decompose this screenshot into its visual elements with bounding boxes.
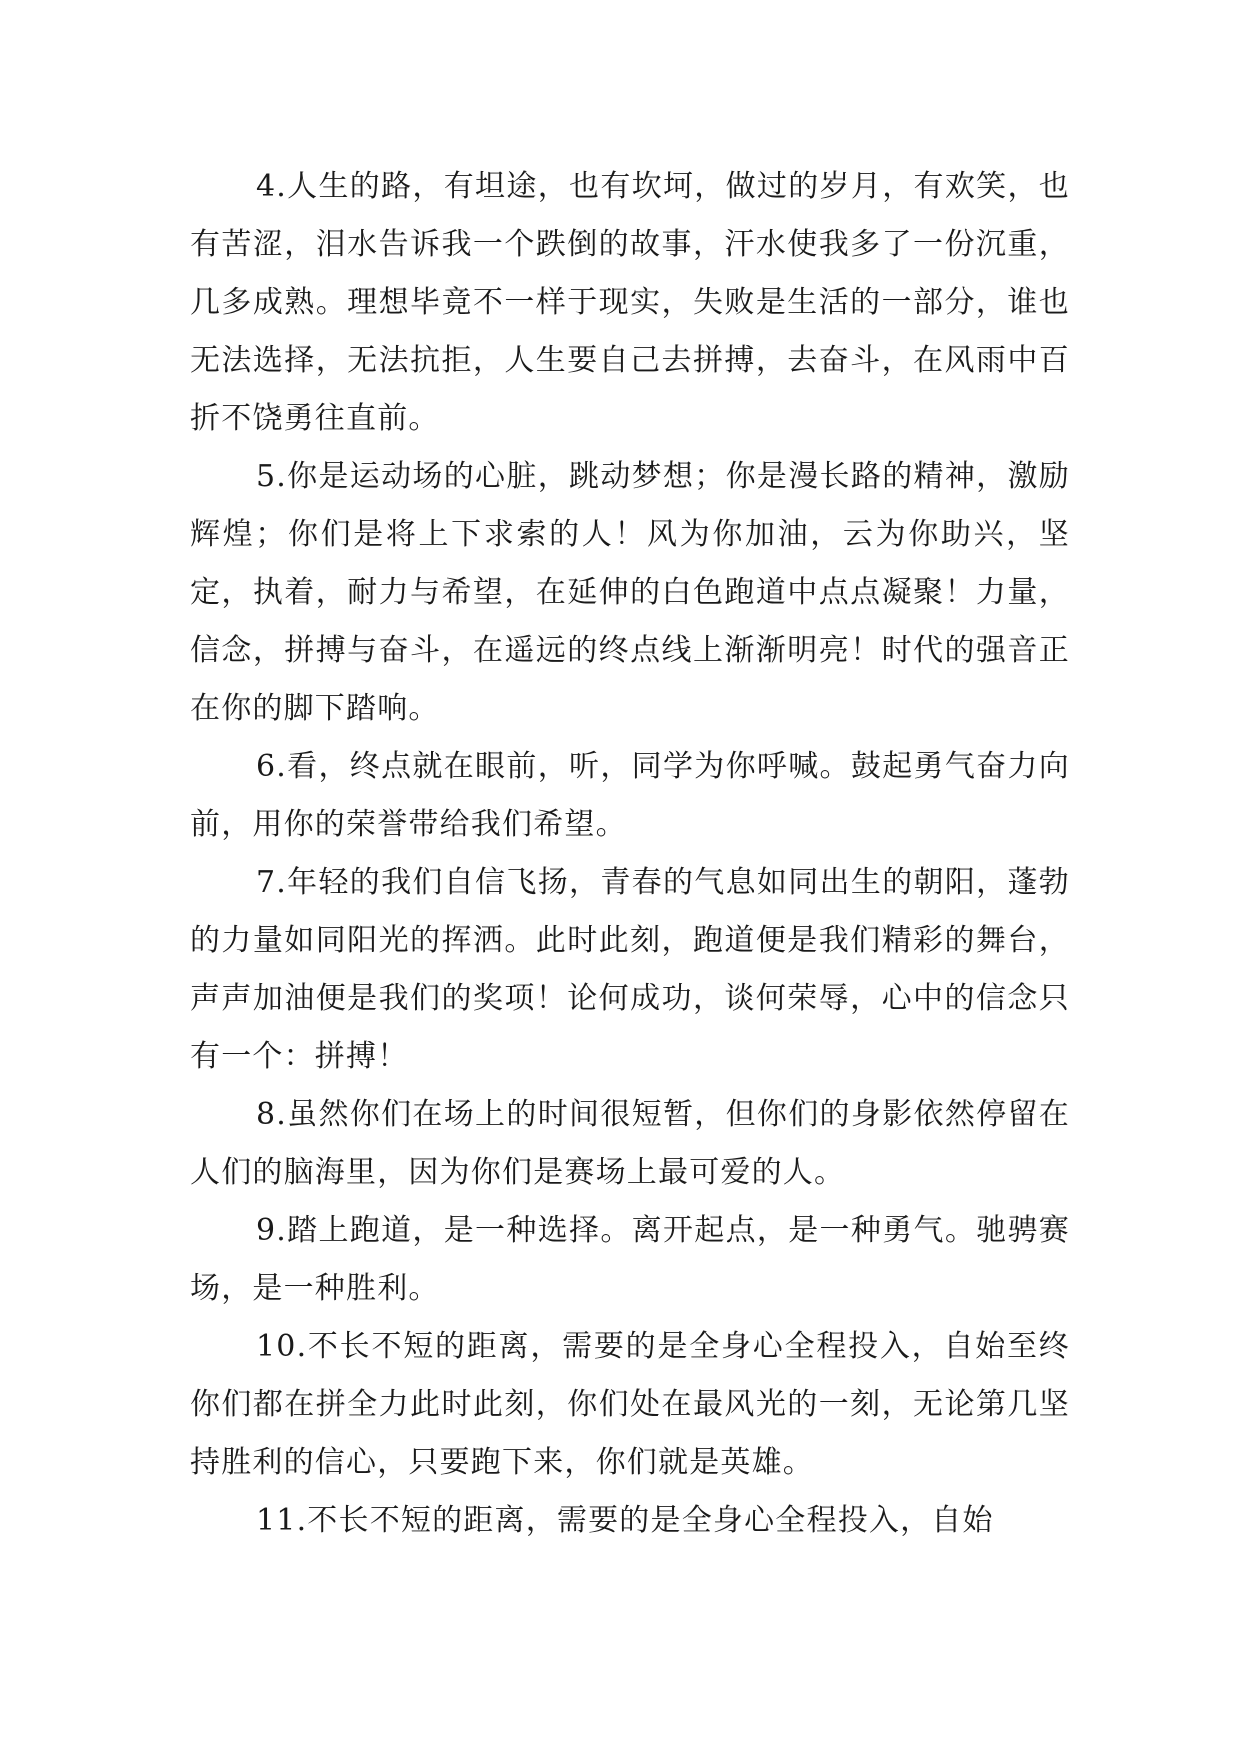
paragraph-6: 6.看，终点就在眼前，听，同学为你呼喊。鼓起勇气奋力向前，用你的荣誉带给我们希望。 <box>190 749 1070 842</box>
document-body <box>190 158 1070 1550</box>
paragraph-8: 8.虽然你们在场上的时间很短暂，但你们的身影依然停留在人们的脑海里，因为你们是赛场上最可爱的人。 <box>190 1097 1070 1190</box>
paragraph-7: 7.年轻的我们自信飞扬，青春的气息如同出生的朝阳，蓬勃的力量如同阳光的挥洒。此时此刻，跑道便是我们精彩的舞台，声声加油便是我们的奖项！论何成功，谈何荣辱，心中的信念只有一个：拼搏！ <box>190 865 1070 1074</box>
paragraph-4: 4.人生的路，有坦途，也有坎坷，做过的岁月，有欢笑，也有苦涩，泪水告诉我一个跌倒的故事，汗水使我多了一份沉重，几多成熟。理想毕竟不一样于现实，失败是生活的一部分，谁也无法选择，无法抗拒，人生要自己去拼搏，去奋斗，在风雨中百折不饶勇往直前。 <box>190 169 1070 436</box>
paragraph-11: 11.不长不短的距离，需要的是全身心全程投入，自始 <box>256 1503 994 1538</box>
paragraph-9: 9.踏上跑道，是一种选择。离开起点，是一种勇气。驰骋赛场，是一种胜利。 <box>190 1213 1070 1306</box>
paragraph-10: 10.不长不短的距离，需要的是全身心全程投入，自始至终你们都在拼全力此时此刻，你们处在最风光的一刻，无论第几坚持胜利的信心，只要跑下来，你们就是英雄。 <box>190 1329 1070 1480</box>
paragraph-5: 5.你是运动场的心脏，跳动梦想；你是漫长路的精神，激励辉煌；你们是将上下求索的人！风为你加油，云为你助兴，坚定，执着，耐力与希望，在延伸的白色跑道中点点凝聚！力量，信念，拼搏与奋斗，在遥远的终点线上渐渐明亮！时代的强音正在你的脚下踏响。 <box>190 459 1070 726</box>
